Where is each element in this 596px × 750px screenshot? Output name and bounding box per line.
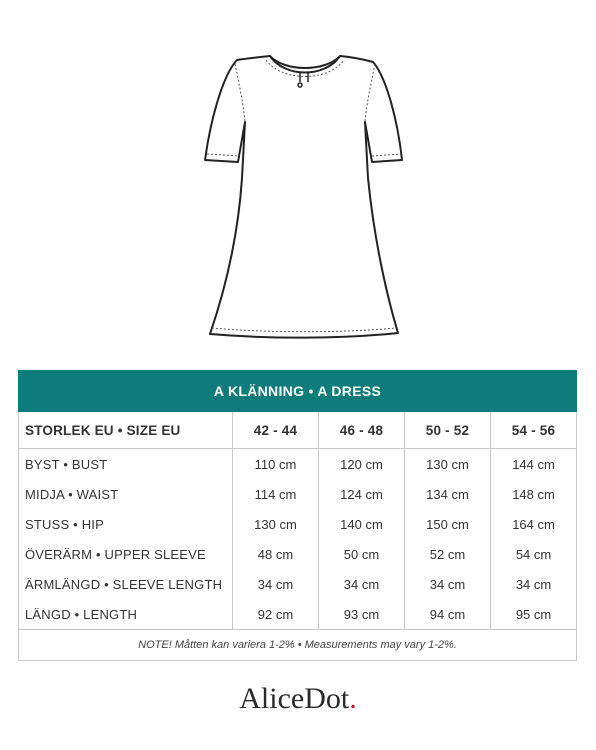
row-label: ÖVERÄRM • UPPER SLEEVE [19,539,233,569]
table-row-waist [19,479,577,509]
table-row-bust [19,449,577,480]
table-title: A KLÄNNING • A DRESS [19,371,577,412]
table-row-length [19,599,577,630]
cell-value: 52 cm [405,539,491,569]
cell-value: 48 cm [233,539,319,569]
cell-value: 130 cm [405,449,491,480]
measurement-note: NOTE! Måtten kan variera 1-2% • Measurements may vary 1-2%. [19,630,577,661]
cell-value: 164 cm [491,509,577,539]
row-label: BYST • BUST [19,449,233,480]
cell-value: 120 cm [319,449,405,480]
brand-name-part1: Alice [239,682,305,715]
brand-name-part2: Dot [304,682,350,715]
table-note-row [19,630,577,661]
table-title-row [19,371,577,412]
row-label: ÄRMLÄNGD • SLEEVE LENGTH [19,569,233,599]
brand-dot: . [349,682,357,715]
cell-value: 150 cm [405,509,491,539]
cell-value: 95 cm [491,599,577,630]
cell-value: 114 cm [233,479,319,509]
cell-value: 34 cm [491,569,577,599]
column-header-50-52: 50 - 52 [405,412,491,449]
table-row-hip [19,509,577,539]
cell-value: 124 cm [319,479,405,509]
cell-value: 54 cm [491,539,577,569]
column-header-size: STORLEK EU • SIZE EU [19,412,233,449]
column-header-54-56: 54 - 56 [491,412,577,449]
cell-value: 134 cm [405,479,491,509]
size-chart-table [18,370,577,661]
cell-value: 50 cm [319,539,405,569]
row-label: STUSS • HIP [19,509,233,539]
cell-value: 93 cm [319,599,405,630]
cell-value: 92 cm [233,599,319,630]
cell-value: 148 cm [491,479,577,509]
table-header-row [19,412,577,449]
cell-value: 34 cm [319,569,405,599]
cell-value: 130 cm [233,509,319,539]
row-label: LÄNGD • LENGTH [19,599,233,630]
cell-value: 140 cm [319,509,405,539]
cell-value: 110 cm [233,449,319,480]
table-row-upper-sleeve [19,539,577,569]
column-header-46-48: 46 - 48 [319,412,405,449]
cell-value: 34 cm [405,569,491,599]
dress-sketch-icon [190,48,420,348]
cell-value: 94 cm [405,599,491,630]
table-row-sleeve-length [19,569,577,599]
row-label: MIDJA • WAIST [19,479,233,509]
cell-value: 34 cm [233,569,319,599]
brand-logo [0,682,596,716]
column-header-42-44: 42 - 44 [233,412,319,449]
cell-value: 144 cm [491,449,577,480]
